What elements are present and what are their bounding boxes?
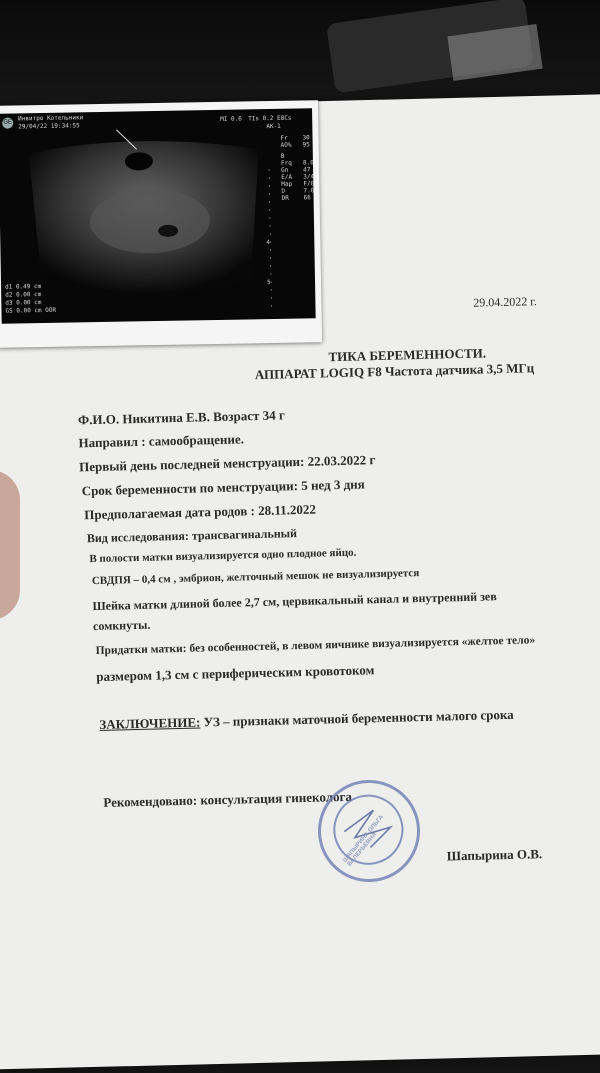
us-param-b: B — [280, 152, 285, 160]
recommendation: Рекомендовано: консультация гинеколога — [103, 788, 353, 810]
us-param-fr: Fr — [280, 134, 288, 142]
conclusion — [99, 707, 514, 733]
last-menstruation: Первый день последней менструации: 22.03.2022 г — [78, 452, 376, 475]
us-value-8: 66 — [303, 194, 311, 202]
referral: Направил : самообращение. — [78, 431, 245, 451]
us-value-4: 47 — [303, 166, 311, 174]
finding-gestational-sac: В полости матки визуализируется одно плодное яйцо. — [89, 546, 357, 566]
finding-cervix-cont: сомкнуты. — [92, 617, 151, 634]
us-tis: TIs 0.2 E8Cs — [248, 114, 292, 123]
us-value-1: 30 — [302, 134, 310, 142]
us-value-7: 7.0 — [303, 187, 315, 195]
us-param-dr: DR — [281, 194, 289, 202]
us-value-6: F/0 — [303, 180, 315, 188]
conclusion-text: УЗ – признаки маточной беременности малого срока — [200, 706, 514, 730]
pregnancy-term: Срок беременности по менструации: 5 нед 3 дня — [81, 476, 365, 499]
us-value-2: 95 — [302, 141, 310, 149]
ultrasound-screen — [0, 108, 316, 323]
us-measure-d2: d2 0.00 cm — [5, 291, 42, 299]
finding-adnexa-cont: размером 1,3 см с периферическим кровотоком — [96, 662, 375, 685]
ge-logo-icon: GE — [2, 118, 13, 129]
conclusion-label: ЗАКЛЮЧЕНИЕ: — [99, 714, 201, 732]
us-depth-4: 4 — [266, 239, 271, 247]
ultrasound-printout — [0, 100, 322, 348]
us-param-ea: E/A — [281, 173, 293, 181]
us-param-ao: AO% — [280, 141, 292, 149]
finding-adnexa: Придатки матки: без особенностей, в левом яичнике визуализируется «желтое тело» — [95, 634, 536, 658]
report-title-line1: ТИКА БЕРЕМЕННОСТИ. — [328, 345, 487, 365]
finding-cervix: Шейка матки длиной более 2,7 см, цервикальный канал и внутренний зев — [92, 589, 497, 614]
us-clinic-name: Инвитро Котельники — [18, 114, 84, 123]
us-probe: AK-1 — [266, 122, 281, 131]
stamp-text: ШАПЫРИНА ОЛЬГА ВАЛЕРЬЕВНА — [342, 814, 385, 868]
report-date: 29.04.2022 г. — [473, 294, 537, 310]
us-mi: MI 0.6 — [220, 115, 242, 123]
finding-sac-diameter: СВДПЯ – 0,4 см , эмбрион, желточный мешок не визуализируется — [91, 567, 420, 588]
us-depth-5: 5 — [266, 279, 271, 287]
us-measure-gs: GS 0.00 cm OOR — [5, 306, 57, 315]
us-param-d: D — [281, 187, 286, 195]
us-param-map: Map — [281, 180, 293, 188]
us-param-gn: Gn — [281, 166, 289, 174]
exam-type: Вид исследования: трансвагинальный — [86, 526, 298, 546]
ultrasound-image — [0, 108, 316, 323]
due-date: Предполагаемая дата родов : 28.11.2022 — [84, 501, 317, 523]
us-measure-d3: d3 0.00 cm — [5, 299, 42, 307]
doctor-signature-name: Шапырина О.В. — [446, 846, 543, 864]
us-value-3: 8.0 — [302, 159, 314, 167]
us-datetime: 29/04/22 19:34:55 — [18, 122, 80, 131]
us-measure-d1: d1 0.49 cm — [5, 283, 42, 291]
patient-name-age: Ф.И.О. Никитина Е.В. Возраст 34 г — [77, 407, 285, 428]
us-param-frq: Frq — [280, 159, 292, 167]
report-title-line2: АППАРАТ LOGIQ F8 Частота датчика 3,5 МГц — [254, 360, 535, 383]
us-value-5: 3/4 — [303, 173, 315, 181]
